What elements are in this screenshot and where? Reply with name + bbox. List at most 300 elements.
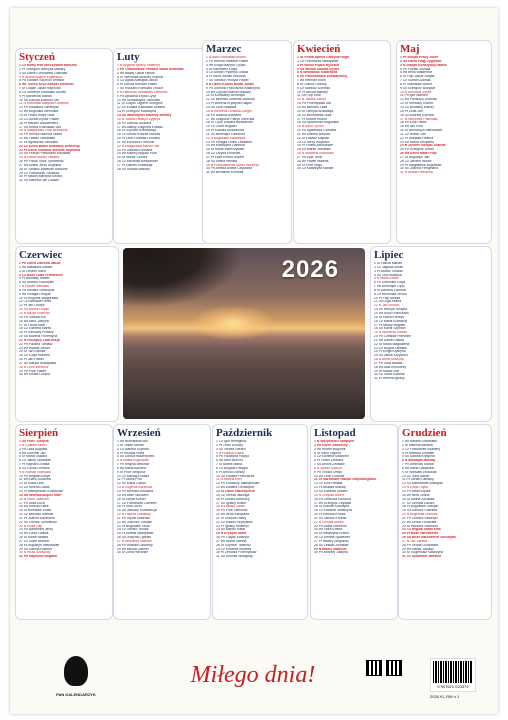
day-entry: 22 Pn Paulina Tomasz	[19, 342, 53, 346]
day-entry: 14 Wt Ulryk Franciszek	[374, 311, 409, 315]
day-entry: 28 Pn Wacław Laurenty	[117, 543, 153, 547]
day-entry: 19 Pt Gerwazy Protazy	[19, 331, 54, 335]
day-entry: 30 Cz Julita Ludmiła	[374, 373, 405, 377]
day-entry: 21 Śr Agnieszka Jarosław	[19, 140, 58, 144]
day-entry: 19 N Adolf Tymon	[297, 125, 324, 129]
day-entry: 3 So Teresa Gerard	[216, 447, 246, 451]
day-entry: 12 Wt Pankracy Dominik	[400, 98, 438, 102]
day-entry: 31 Pn Rajmund Bogdan	[19, 555, 58, 559]
day-entry: 11 So Filip Leon	[297, 94, 322, 98]
day-entry: 14 So Leon Matylda	[206, 105, 237, 109]
day-entry: 7 Pn Ambroży Marcin	[402, 463, 435, 467]
day-entry: 9 Śr Wiesław Leokadia	[402, 470, 437, 474]
month-name: Wrzesień	[117, 427, 161, 439]
day-entry: 10 So Danuta Wilhelm Jan	[19, 98, 60, 102]
day-entry: 9 Pn Dominik Franciszka Katarzyna	[206, 86, 260, 90]
day-entry: 8 Wt Maria Adriana	[117, 466, 146, 470]
day-entry: 25 N Paweł Miłosz Tatiana	[19, 156, 59, 160]
month-card	[212, 424, 308, 620]
day-entry: 13 Pt Bożena Krystyna Kasjan	[206, 102, 252, 106]
month-card	[293, 40, 391, 244]
day-entry: 30 N Róża Szczęsny	[19, 551, 51, 555]
day-list	[374, 262, 488, 381]
day-entry: 5 Cz Elżbieta Sławomir	[314, 455, 349, 459]
day-entry: 2 Śr Julian Stefan	[117, 443, 144, 447]
day-entry: 28 N Leon Ireneusz	[19, 365, 49, 369]
day-entry: 11 Wt Klara Zuzanna	[19, 478, 51, 482]
day-entry: 22 Pt Wiesław Helena	[400, 136, 434, 140]
month-card	[113, 48, 209, 244]
day-entry: 2 Śr Balbina Bibiana	[402, 443, 433, 447]
day-entry: 13 N Łucja Otylia	[402, 486, 428, 490]
day-list	[314, 440, 394, 555]
day-entry: 6 Pn Dominika Łucja	[374, 281, 406, 285]
brand-name: PAN KALENDARZYK	[56, 692, 96, 697]
day-entry: 4 N Aniela Angela Eugeniusz	[19, 75, 63, 79]
day-entry: 29 N Błażej Saturnin	[314, 547, 347, 551]
day-entry: 11 Śr Narodowe Święto Niepodległości	[314, 478, 377, 482]
day-entry: 27 Wt Iwona Sabina	[216, 539, 247, 543]
day-entry: 24 So Felicja Franciszek Mirosław	[19, 152, 71, 156]
day-entry: 2 So Dzień Flagi Zygmunt	[400, 59, 442, 63]
day-entry: 3 Cz Franciszek Ksawery	[402, 447, 441, 451]
day-entry: 1 Cz Igor Remigiusz	[216, 440, 247, 443]
day-entry: 24 Pn Bartłomiej Jerzy	[19, 528, 53, 532]
day-entry: 16 Pt Marceli Włodzimierz	[19, 121, 59, 125]
day-entry: 30 Śr Zofia Hieronim	[117, 551, 149, 555]
day-entry: 30 So Joanna Ferdynand	[400, 167, 439, 171]
day-entry: 8 Pt Stanisław Wiktor	[400, 82, 433, 86]
day-entry: 12 Śr Klara Lech	[19, 482, 45, 486]
month-name: Luty	[117, 51, 140, 63]
month-name: Czerwiec	[19, 249, 63, 261]
day-entry: 10 Cz Mikołaj Łukasz	[117, 474, 150, 478]
day-entry: 24 N Zielone Świątki Joanna	[400, 144, 446, 148]
day-entry: 9 Pt Arnold Dionizy	[216, 470, 245, 474]
day-entry: 16 Pn Danuta Julianna	[117, 121, 152, 125]
day-entry: 4 Śr Kazimierz Łucja	[206, 67, 238, 71]
day-entry: 1 N Brygida Ignacy Seweryn	[117, 64, 160, 67]
day-list	[117, 64, 205, 172]
day-entry: 18 Pt Irma Józef	[117, 505, 142, 509]
day-entry: 12 Pt Jan Onufry	[19, 304, 45, 308]
day-entry: 17 So Ignacy Wiktor	[216, 501, 247, 505]
day-entry: 9 Pt Marcelina Marian	[19, 94, 52, 98]
day-entry: 19 Cz Elżbieta Seweryna	[314, 509, 352, 513]
day-entry: 19 Śr Bolesław Julian	[19, 509, 52, 513]
day-entry: 7 Śr Marek Maria	[216, 463, 243, 467]
day-entry: 19 N Wincenty Marcin	[374, 331, 408, 335]
day-entry: 14 Pn Alfred Izydor	[402, 489, 431, 493]
day-entry: 18 So Apoloniusz Bogusław	[297, 121, 339, 125]
day-entry: 9 So Grzegorz Bożydar	[400, 86, 436, 90]
day-entry: 12 Cz Emil Renata	[314, 482, 343, 486]
month-card	[15, 246, 119, 422]
day-entry: 15 Pt Zofia Jan	[400, 109, 423, 113]
day-entry: 14 N Bazyli Elizeusz	[19, 311, 50, 315]
month-name: Sierpień	[19, 427, 59, 439]
day-entry: 6 Śr Filip Jakub Judyta	[400, 75, 435, 79]
day-entry: 2 Pt Teofil Dionizy	[216, 443, 243, 447]
day-entry: 18 So Kamil Szymon	[374, 327, 406, 331]
day-entry: 14 Śr Feliks Hilary Nina	[19, 113, 55, 117]
day-entry: 8 Śr Juliusz Dionizy	[297, 82, 327, 86]
cover-photo	[121, 246, 367, 421]
day-entry: 9 Cz Weronika Zenon	[374, 292, 407, 296]
day-entry: 11 Śr Lucjan Olgierd Grzegorz	[117, 102, 163, 106]
day-entry: 9 Śr Piotr Sergiusz	[117, 470, 146, 474]
day-entry: 17 So Antoni Rościsław Jan	[19, 125, 61, 129]
day-entry: 15 Śr Olimpia Anastazja	[297, 109, 334, 113]
year-label: 2026	[281, 256, 339, 283]
day-entry: 28 So Aniela Renata	[206, 159, 237, 163]
day-entry: 8 N Sewer Gotfryd	[314, 466, 342, 470]
day-entry: 20 N Bogumiła Dominik	[402, 513, 438, 517]
day-entry: 8 Pn Medard Seweryna	[19, 288, 55, 292]
footer	[10, 650, 498, 714]
day-entry: 1 Wt Bronisława Idzi	[117, 440, 148, 443]
day-entry: 27 Śr Augustyn Jan	[400, 155, 430, 159]
day-entry: 22 N Małgorzata Marta Piotr	[117, 144, 160, 148]
day-entry: 21 Pt Joanna Kazimiera	[19, 516, 55, 520]
day-entry: 1 Pn Dzień Dziecka Jakub	[19, 262, 61, 265]
day-entry: 11 Pt Jacek Prot	[117, 478, 142, 482]
day-entry: 10 N Antonina Izydor	[400, 90, 432, 94]
day-entry: 18 Śr Roman Klaudyna	[314, 505, 350, 509]
day-entry: 21 Wt Daniel Dalida	[374, 338, 404, 342]
day-entry: 16 So Andrzej Szymon	[400, 113, 435, 117]
day-entry: 9 Wt Pelagia Felicjan	[19, 292, 51, 296]
day-entry: 20 Pt Edmund Feliks	[314, 513, 346, 517]
day-entry: 14 Pt Maksymilian Euzebiusz	[19, 489, 64, 493]
day-entry: 6 Pt Róża Jordan Wiktoria	[206, 75, 246, 79]
day-entry: 24 Cz Wigilia Adam Ewa	[402, 528, 441, 532]
day-entry: 28 Cz Jaromir Wiktor	[400, 159, 432, 163]
day-entry: 12 Cz Eulalia Radosław Modest	[117, 106, 165, 110]
day-entry: 22 N Cecylia Marek	[314, 520, 344, 524]
day-entry: 5 Cz Agata Adelajda Jakub	[117, 79, 158, 83]
day-entry: 5 Wt Irena Waldemar	[400, 71, 432, 75]
day-entry: 10 Wt Leon Ludomir	[314, 474, 345, 478]
day-entry: 26 N Marzena Klaudiusz	[297, 152, 334, 156]
day-entry: 13 Pn Henryk Justyna	[374, 308, 408, 312]
day-entry: 12 N Jan Brunon	[374, 304, 400, 308]
day-entry: 16 Pn Izabela Hiacynta	[206, 113, 241, 117]
day-entry: 2 Pn Helena Halszka Paweł	[206, 59, 248, 63]
day-entry: 26 Pn Lucjan Ewaryst	[216, 536, 249, 540]
day-entry: 29 Wt Michał Gabriel	[117, 547, 149, 551]
day-entry: 19 Pn Piotr Ziemowit	[216, 509, 248, 513]
day-entry: 30 Pn Andrzej Justyna	[314, 551, 348, 555]
day-entry: 10 Pt Filip Amelia	[374, 296, 401, 300]
day-entry: 12 So Aleksander Adelajda	[402, 482, 443, 486]
day-entry: 1 Śr Halina Marian	[374, 262, 403, 265]
qr-code-icon	[366, 660, 382, 676]
day-entry: 11 N Aldona Emil	[216, 478, 242, 482]
day-entry: 22 Śr Łukasz Kajetan	[297, 136, 330, 140]
day-entry: 13 Pt Grzegorz Katarzyna	[117, 110, 157, 114]
day-entry: 31 So Urszula Wolfgang	[216, 555, 253, 559]
day-entry: 2 Cz Jagoda Urban	[374, 265, 404, 269]
day-entry: 10 Wt Scholastyka Tomisław	[117, 98, 160, 102]
barcode-icon	[433, 661, 473, 683]
day-entry: 13 Pt Arkadia Mikołaj	[314, 486, 346, 490]
day-entry: 1 N Wszystkich Świętych	[314, 440, 355, 443]
day-entry: 29 Cz Franciszek Zdzisław	[19, 171, 60, 175]
day-entry: 4 So Wielka Sobota Izydor	[297, 67, 340, 71]
day-entry: 12 Cz Bernard Józefina Wiktoria	[206, 98, 255, 102]
day-entry: 6 Pt Feliks Leonard	[314, 459, 344, 463]
day-entry: 24 So Marcin Rafał	[216, 528, 245, 532]
day-entry: 29 So Sabina Racibor	[19, 547, 52, 551]
day-entry: 9 Pn Teodor Ursyn	[314, 470, 343, 474]
day-entry: 5 So Dorota Wawrzyniec	[117, 455, 155, 459]
day-entry: 20 Pt Leon Ludmiła Leonard	[117, 137, 160, 141]
day-entry: 5 Śr Maria Oswald	[19, 455, 47, 459]
day-list	[206, 56, 288, 175]
day-entry: 16 Pn Gertruda Edmund	[314, 497, 351, 501]
day-entry: 7 N Robert Wiesław	[19, 285, 49, 289]
day-list	[19, 64, 109, 183]
day-entry: 21 So Janusz Konrad	[314, 516, 347, 520]
day-entry: 11 So Olga Kalina	[374, 300, 402, 304]
day-entry: 25 Pt Aurelia Władysław	[117, 532, 154, 536]
day-entry: 24 Wt Maciej Bogusz Piotr	[117, 152, 157, 156]
day-entry: 20 Wt Fabian Sebastian	[19, 137, 56, 141]
day-entry: 8 So Cyriak Dominik	[19, 466, 50, 470]
day-entry: 25 Śr Maria Wieńczysław	[206, 148, 245, 152]
day-entry: 13 Śr Serwacy Robert	[400, 102, 434, 106]
day-entry: 21 N Początek Lata Alicja	[19, 338, 60, 342]
day-entry: 8 Cz Seweryn Mścisław Juliusz	[19, 90, 67, 94]
day-entry: 23 Pn Adela Klemens	[314, 524, 347, 528]
day-entry: 20 Pt Klaudia Aleksandra	[206, 129, 244, 133]
day-entry: 19 So Dariusz Gabriela	[402, 509, 438, 513]
day-entry: 18 Pn Eryk Feliks	[400, 121, 427, 125]
day-entry: 28 Wt Paweł Waleria	[297, 159, 329, 163]
day-entry: 30 Cz Katarzyna Marian	[297, 167, 334, 171]
day-entry: 17 Pt Aleksy Bogdan	[374, 323, 406, 327]
day-entry: 26 Cz Delfina Sylwester	[314, 536, 350, 540]
day-entry: 10 Śr Bogumił Małgorzata	[19, 296, 59, 300]
day-entry: 31 N Aniela Petronela	[400, 171, 433, 175]
day-entry: 23 N Róża Filip	[19, 524, 43, 528]
day-entry: 24 Śr Jan Danuta	[19, 350, 46, 354]
day-list	[216, 440, 304, 559]
day-entry: 4 So Odo Malwina	[374, 273, 402, 277]
month-card	[370, 246, 492, 422]
day-entry: 27 So Maryla Władysław	[19, 361, 57, 365]
day-entry: 6 Pn Poniedziałek Wielkanocny	[297, 75, 348, 79]
day-entry: 16 N Roch Joachim	[19, 497, 49, 501]
day-entry: 27 Pt Walery Wirgiliusz	[314, 539, 349, 543]
day-entry: 26 So Justyna Cyprian	[117, 536, 152, 540]
day-entry: 23 Wt Wanda Zenon	[19, 346, 50, 350]
day-entry: 9 Cz Mariusz Dominik	[297, 86, 330, 90]
day-entry: 27 N Jan Żaneta	[402, 539, 428, 543]
day-entry: 22 Wt Zenon Honorata	[402, 520, 437, 524]
day-entry: 28 So Lesław Zdzisław	[314, 543, 349, 547]
day-entry: 17 Pt Robert Rudolf	[297, 117, 327, 121]
day-entry: 26 Pn Paula Tytus Tymoteusz	[19, 160, 64, 164]
day-entry: 15 Wt Albin Nikodem	[117, 493, 149, 497]
day-list	[402, 440, 488, 559]
day-entry: 1 Śr Prima Aprilis Grażyna Hugo	[297, 56, 350, 59]
day-entry: 19 Pn Henryk Mariusz Marta	[19, 133, 62, 137]
day-entry: 8 Wt Maria Światozar	[402, 466, 435, 470]
day-entry: 25 Pn Grzegorz Urban	[400, 148, 434, 152]
month-card	[310, 424, 398, 620]
day-entry: 6 N Mikołajki Mikołaj	[402, 459, 435, 463]
day-entry: 6 Pt Dorota Bohdan Paweł	[117, 83, 157, 87]
month-card	[15, 424, 113, 620]
day-entry: 3 Wt Kinga Maryna Tycjan	[206, 63, 246, 67]
day-list	[19, 262, 115, 377]
day-entry: 27 Pn Julia Natalia	[374, 361, 403, 365]
day-entry: 19 Wt Iwo Piotr	[400, 125, 423, 129]
day-entry: 2 Wt Marianna Marian	[19, 265, 53, 269]
day-entry: 4 Cz Boże Ciało Franciszek	[19, 273, 63, 277]
day-entry: 18 Śr Cyryl Edward Aleksander	[206, 121, 253, 125]
day-entry: 21 Pn Hipolit Mateusz	[117, 516, 150, 520]
day-entry: 22 N Bogusław Katarzyna	[206, 136, 246, 140]
day-entry: 5 Pt Bonifacy Walter	[19, 277, 50, 281]
day-entry: 25 So Jakub Krzysztof	[374, 354, 408, 358]
day-entry: 14 So Walentynki Walenty Metody	[117, 113, 172, 117]
month-name: Październik	[216, 427, 273, 439]
day-entry: 27 Cz Józef Monika	[19, 539, 49, 543]
day-entry: 4 Śr Weronika Andrzej Joanna	[117, 75, 163, 79]
month-card	[398, 424, 492, 620]
day-entry: 28 So Roman Makary	[117, 167, 150, 171]
day-entry: 18 Śr Szymon Konstancja	[117, 129, 157, 133]
day-entry: 10 Cz Julia Daniel	[402, 474, 430, 478]
day-entry: 7 Wt Benedykt Cyryl	[374, 285, 405, 289]
day-entry: 12 N Juliusz Zenon	[297, 98, 327, 102]
day-entry: 6 So Norbert Klaudiusz	[19, 281, 54, 285]
day-entry: 3 Pt Anatol Tomasz	[374, 269, 403, 273]
day-entry: 3 Pt Wielki Piątek Ryszard	[297, 63, 339, 67]
day-entry: 4 Pn Florian Monika	[400, 67, 431, 71]
day-entry: 4 Śr Karol Olgierd	[314, 451, 341, 455]
day-entry: 21 Cz Wiktor Jan	[400, 132, 426, 136]
day-entry: 23 Pt Dzień Dziadka Ildefons Rajmund	[19, 148, 81, 152]
day-entry: 4 Pt Rozalia Róża	[117, 451, 145, 455]
day-entry: 31 Wt Beniamin Kornelia	[206, 171, 244, 175]
day-entry: 13 Pn Przemysław Ida	[297, 102, 331, 106]
day-entry: 9 N Roman Romuald	[19, 470, 51, 474]
day-entry: 22 Cz Dzień Babci Anastazy Wincenty	[19, 144, 80, 148]
day-entry: 22 Śr Maria Magdalena	[374, 342, 410, 346]
day-entry: 20 So Bożena Florentyna	[19, 335, 58, 339]
day-entry: 27 Pt Gabriel Anastazja	[117, 163, 153, 167]
day-entry: 11 Pt Stefan Damazy	[402, 478, 434, 482]
day-entry: 11 N Honorata Matylda Krzesimir	[19, 102, 69, 106]
day-entry: 5 Cz Adrian Fryderyk Oliwia	[206, 71, 248, 75]
day-entry: 8 Cz Brygida Pelagia	[216, 466, 248, 470]
day-entry: 31 Pt Helena Ignacy	[374, 377, 405, 381]
day-entry: 20 Wt Irena Kleopatra	[216, 513, 249, 517]
day-entry: 23 Pn Pelagia Feliks Oktawian	[206, 140, 252, 144]
day-entry: 29 Pt Magdalena Bogusław	[400, 163, 442, 167]
day-entry: 3 Wt Hubert Bogumił	[314, 447, 346, 451]
day-entry: 19 So January Konstancja	[117, 509, 157, 513]
month-name: Listopad	[314, 427, 356, 439]
day-entry: 8 N Dzień Kobiet Beata Julian	[206, 82, 254, 86]
day-entry: 10 Wt Cyprian Marcel Makary	[206, 90, 251, 94]
day-entry: 20 N Filipina Eustachy	[117, 513, 151, 517]
day-entry: 7 Cz Gizela Ludmiła	[400, 79, 431, 83]
day-entry: 4 N Rozalia Edwin	[216, 451, 244, 455]
day-entry: 13 N Eugenia Aureliusz	[117, 486, 153, 490]
day-entry: 5 Pn Faustyna Placyd	[216, 455, 249, 459]
day-entry: 17 N Weronika Paschalis	[400, 117, 438, 121]
month-card	[202, 40, 292, 244]
day-entry: 29 Pn Piotr Paweł	[19, 369, 46, 373]
day-entry: 17 Wt Aleksy Zbigniew Łukasz	[117, 125, 163, 129]
day-entry: 23 So Iwona Dezydery	[400, 140, 435, 144]
day-entry: 29 Śr Piotr Hugo	[297, 163, 323, 167]
day-entry: 20 Pn Agnieszka Czesław	[297, 129, 337, 133]
month-card	[113, 424, 211, 620]
day-entry: 23 Pn Damian Romana	[117, 148, 153, 152]
day-entry: 19 Cz Arnold Konrad Marceli	[117, 133, 161, 137]
day-entry: 28 Pt Augustyn Aleksander	[19, 543, 60, 547]
day-entry: 22 Wt Joachim Tomasz	[117, 520, 152, 524]
day-entry: 23 Cz Bogna Żelisław	[374, 346, 407, 350]
day-entry: 3 Pn Lidia Augusta	[19, 447, 48, 451]
day-entry: 5 N Maria Antoni	[374, 277, 400, 281]
slogan: Miłego dnia!	[190, 662, 316, 688]
day-entry: 7 Śr Lucjan Julian Rajmund	[19, 87, 61, 91]
day-entry: 17 Pn Anita Eliza	[19, 501, 45, 505]
day-entry: 26 Śr Maria Natalia	[19, 536, 49, 540]
day-entry: 27 N Wincenty Damian	[117, 539, 152, 543]
day-entry: 15 Pn Jolanta Wit	[19, 315, 46, 319]
day-entry: 15 Cz Arnold Izydor Paweł	[19, 117, 59, 121]
day-entry: 25 N Kryspin Daria	[216, 532, 247, 536]
day-entry: 11 Śr Konstanty Benedykt	[206, 94, 245, 98]
day-entry: 7 So Ryszard Romuald Teodor	[117, 87, 164, 91]
day-entry: 1 Pt Święto Pracy Józef	[400, 56, 438, 59]
day-entry: 28 Pn Teofila Godzisław	[402, 543, 439, 547]
day-entry: 24 Wt Flora Emma	[314, 528, 343, 532]
day-entry: 5 Pn Edward Szymon Telesfor	[19, 79, 65, 83]
qr-code-icon	[386, 660, 402, 676]
day-entry: 30 Pt Maciej Martyna Gerard	[19, 175, 63, 179]
day-entry: 1 N Albin Radosław Antoni	[206, 56, 246, 59]
day-entry: 11 Cz Barnaba Feliks	[19, 300, 52, 304]
day-entry: 21 Pn Tomasz Seweryn	[402, 516, 438, 520]
day-list	[19, 440, 109, 559]
day-entry: 28 Śr Szymon Tadeusz	[216, 543, 251, 547]
day-entry: 21 So Eleonora Fortunat	[117, 140, 154, 144]
day-entry: 26 Cz Mirosław Aleksander	[117, 160, 158, 164]
day-entry: 6 Cz Jakub Oktawian	[19, 459, 52, 463]
day-entry: 17 Wt Zbigniew Patryk Gertruda	[206, 117, 255, 121]
day-entry: 1 Wt Natalia Sobiesław	[402, 440, 437, 443]
day-entry: 25 Śr Katarzyna Erazm	[314, 532, 350, 536]
day-entry: 2 Cz Franciszek Władysław	[297, 59, 339, 63]
day-entry: 17 Śr Laura Adolf	[19, 323, 46, 327]
month-name: Marzec	[206, 43, 242, 55]
day-entry: 3 So Daniel Genowefa Zdzisław	[19, 71, 68, 75]
day-entry: 17 Cz Franciszek Lambert	[117, 501, 157, 505]
day-entry: 6 N Beata Eugeniusz	[117, 459, 149, 463]
day-entry: 15 Śr Dawid Henryk	[374, 315, 405, 319]
day-entry: 26 Pt Jan Paweł	[19, 358, 44, 362]
day-entry: 12 Pn Arkadiusz Benedykt	[19, 106, 59, 110]
